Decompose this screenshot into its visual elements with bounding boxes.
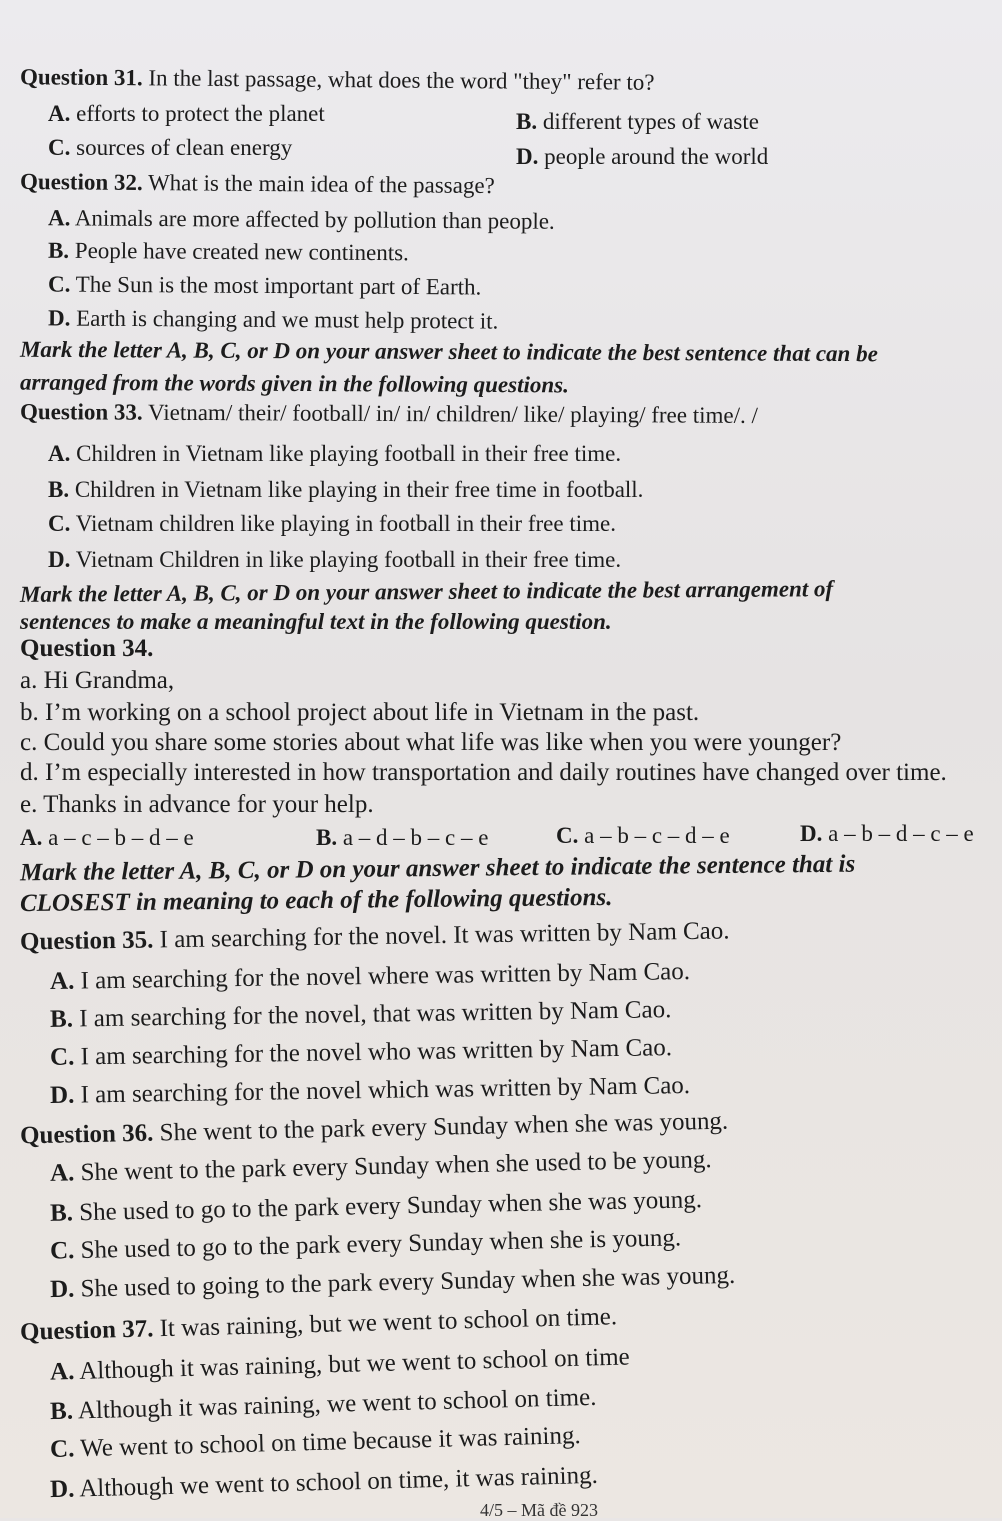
q36-option-a[interactable]: A. She went to the park every Sunday when she used to be young. xyxy=(49,1146,712,1187)
question-label: Question 31. xyxy=(19,64,143,91)
q36-option-d[interactable]: D. She used to going to the park every Sunday when she was young. xyxy=(49,1261,736,1304)
q32-option-a[interactable]: A. Animals are more affected by pollution than people. xyxy=(47,205,555,234)
q35-option-a[interactable]: A. I am searching for the novel where was written by Nam Cao. xyxy=(49,957,691,996)
q36-option-b[interactable]: B. She used to go to the park every Sunday when she was young. xyxy=(49,1186,703,1227)
q31-option-d[interactable]: D. people around the world xyxy=(516,144,769,169)
q33-option-b[interactable]: B. Children in Vietnam like playing in their free time in football. xyxy=(48,477,644,502)
instruction-arrange-sentences-2: sentences to make a meaningful text in the following question. xyxy=(20,609,612,634)
q34-sentence-c: c. Could you share some stories about what life was like when you were younger? xyxy=(20,729,842,756)
question-35: Question 35. I am searching for the novel. It was written by Nam Cao. xyxy=(19,917,730,956)
q36-option-c[interactable]: C. She used to go to the park every Sunday when she is young. xyxy=(49,1224,682,1265)
q34-sentence-b: b. I’m working on a school project about life in Vietnam in the past. xyxy=(20,699,700,726)
instruction-arrange-words-2: arranged from the words given in the following questions. xyxy=(19,369,569,398)
q31-option-a[interactable]: A. efforts to protect the planet xyxy=(48,101,325,126)
question-text: In the last passage, what does the word "they" refer to? xyxy=(148,65,655,95)
question-37: Question 37. It was raining, but we went to school on time. xyxy=(19,1303,618,1346)
instruction-closest-meaning-2: CLOSEST in meaning to each of the following questions. xyxy=(19,883,613,918)
q34-sentence-d: d. I’m especially interested in how transportation and daily routines have changed over time. xyxy=(20,759,947,786)
q35-option-c[interactable]: C. I am searching for the novel who was written by Nam Cao. xyxy=(49,1034,673,1071)
q34-option-b[interactable]: B. a – d – b – c – e xyxy=(316,825,489,850)
q33-option-d[interactable]: D. Vietnam Children in like playing football in their free time. xyxy=(48,547,622,572)
q32-option-b[interactable]: B. People have created new continents. xyxy=(47,237,409,266)
q31-option-b[interactable]: B. different types of waste xyxy=(516,109,759,134)
q34-option-d[interactable]: D. a – b – d – c – e xyxy=(800,821,974,846)
q34-option-a[interactable]: A. a – c – b – d – e xyxy=(20,825,194,850)
q34-sentence-a: a. Hi Grandma, xyxy=(20,667,175,694)
instruction-closest-meaning: Mark the letter A, B, C, or D on your answer sheet to indicate the sentence that is xyxy=(19,850,856,887)
q37-option-b[interactable]: B. Although it was raining, we went to school on time. xyxy=(49,1383,597,1426)
q37-option-d[interactable]: D. Although we went to school on time, it was raining. xyxy=(49,1461,599,1504)
instruction-arrange-words: Mark the letter A, B, C, or D on your answer sheet to indicate the best sentence that can be xyxy=(19,336,878,367)
q33-option-c[interactable]: C. Vietnam children like playing in football in their free time. xyxy=(48,511,616,536)
q37-option-c[interactable]: C. We went to school on time because it was raining. xyxy=(49,1422,582,1463)
page-footer: 4/5 – Mã đề 923 xyxy=(480,1500,598,1520)
instruction-arrange-sentences: Mark the letter A, B, C, or D on your answer sheet to indicate the best arrangement of xyxy=(19,576,834,607)
q35-option-b[interactable]: B. I am searching for the novel, that was written by Nam Cao. xyxy=(49,996,672,1033)
q34-sentence-e: e. Thanks in advance for your help. xyxy=(20,791,374,818)
q32-option-d[interactable]: D. Earth is changing and we must help protect it. xyxy=(47,305,499,334)
question-32: Question 32. What is the main idea of the passage? xyxy=(19,168,495,199)
q32-option-c[interactable]: C. The Sun is the most important part of Earth. xyxy=(47,271,482,300)
q35-option-d[interactable]: D. I am searching for the novel which was written by Nam Cao. xyxy=(49,1071,691,1110)
q34-option-c[interactable]: C. a – b – c – d – e xyxy=(556,823,730,848)
question-36: Question 36. She went to the park every Sunday when she was young. xyxy=(19,1107,729,1150)
q33-option-a[interactable]: A. Children in Vietnam like playing football in their free time. xyxy=(48,441,622,466)
question-34: Question 34. xyxy=(20,635,154,662)
q31-option-c[interactable]: C. sources of clean energy xyxy=(48,135,293,160)
question-31 xyxy=(20,63,655,97)
question-33: Question 33. Vietnam/ their/ football/ in/ in/ children/ like/ playing/ free time/. / xyxy=(19,399,758,428)
q37-option-a[interactable]: A. Although it was raining, but we went to school on time xyxy=(49,1343,631,1386)
